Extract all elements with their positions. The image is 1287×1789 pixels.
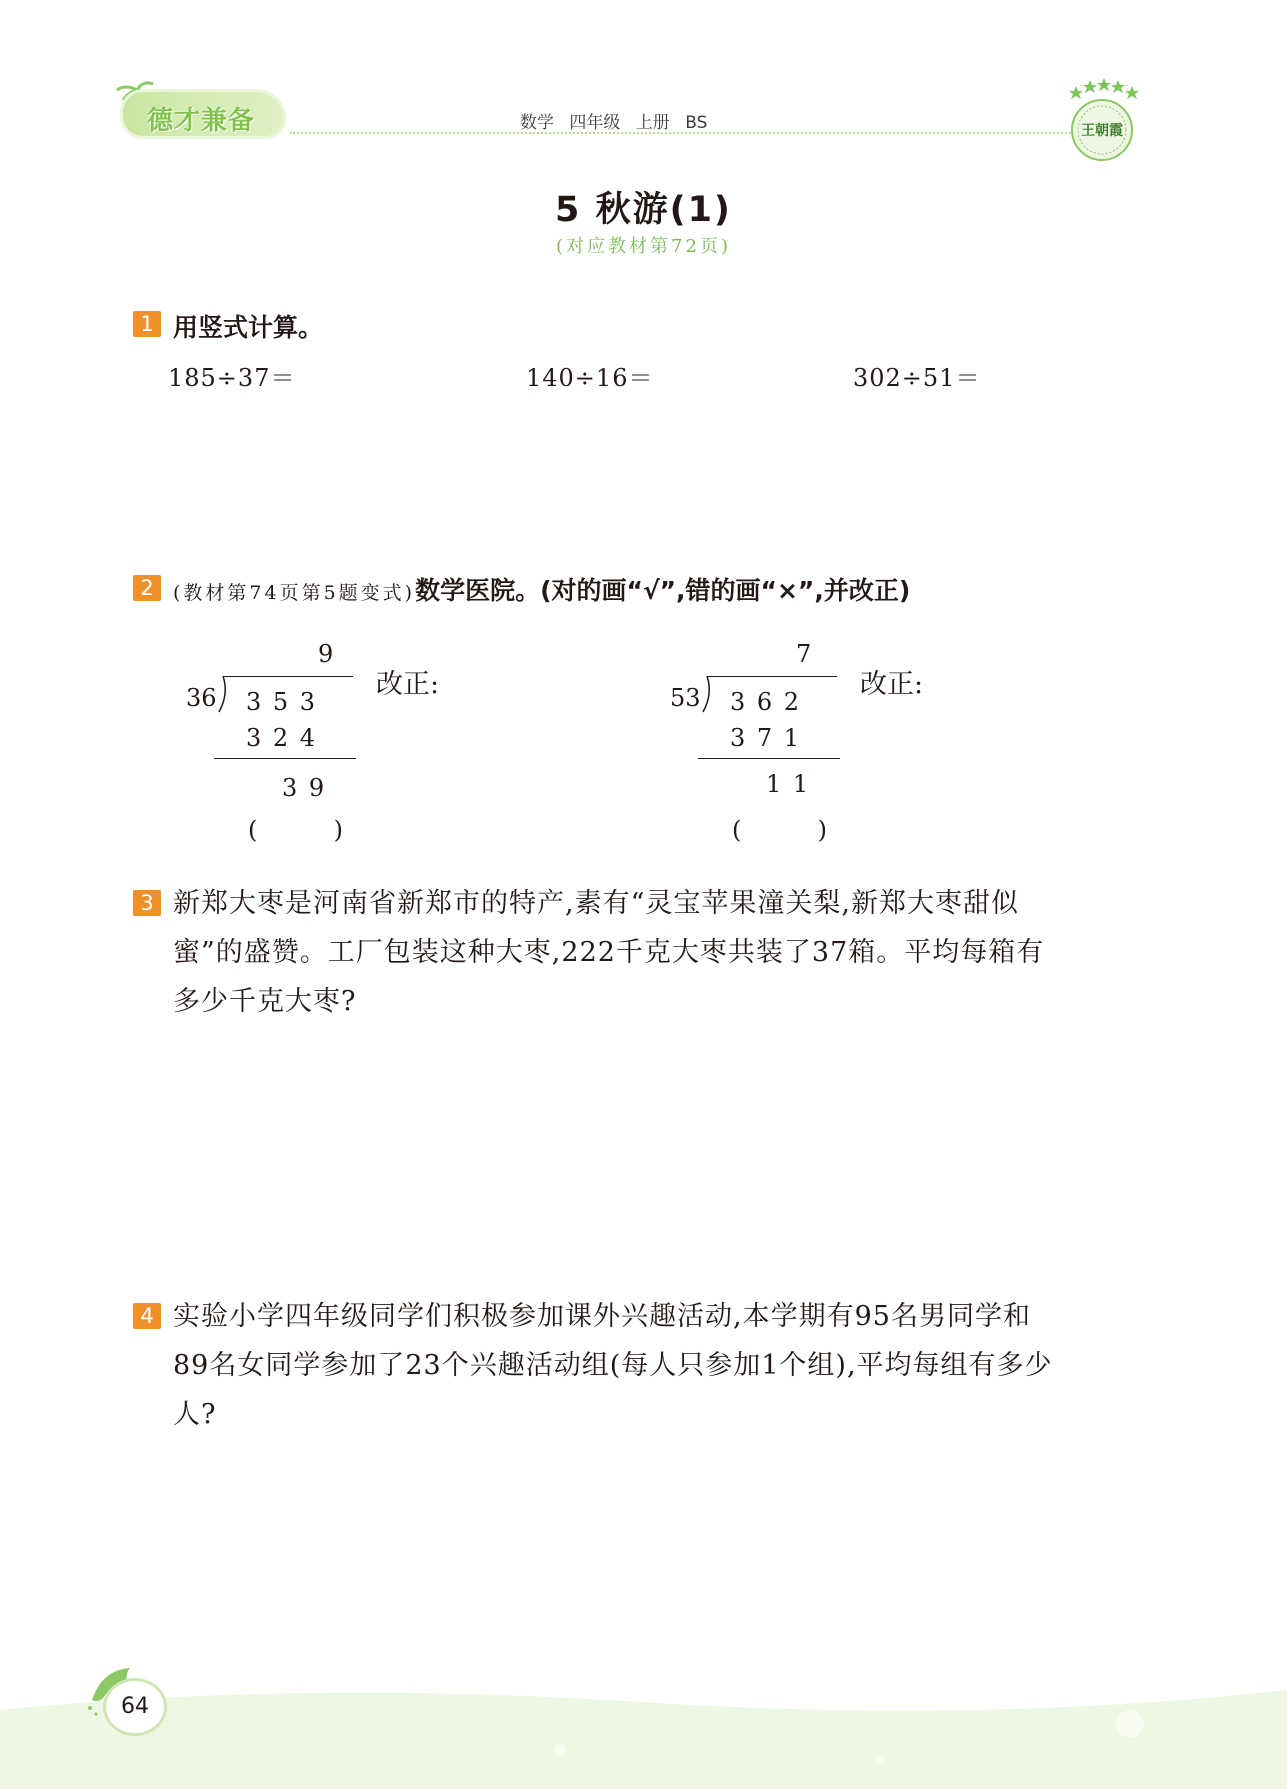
question-number-badge: 2 xyxy=(133,575,161,601)
question-line: 新郑大枣是河南省新郑市的特产,素有“灵宝苹果潼关梨,新郑大枣甜似 xyxy=(173,888,1019,919)
division-expression: 185÷37＝ xyxy=(168,364,296,392)
question-number-badge: 1 xyxy=(133,311,161,337)
question-heading-text: 数学医院。(对的画“√”,错的画“×”,并改正) xyxy=(415,576,911,605)
question-line: 多少千克大枣? xyxy=(173,986,357,1017)
question-text xyxy=(173,879,1173,1026)
division-bracket xyxy=(216,674,230,714)
subtraction-line xyxy=(214,758,356,759)
header-divider xyxy=(290,132,1130,134)
remainder: 3 9 xyxy=(282,774,325,802)
long-division-left xyxy=(180,640,380,860)
product-row: 3 7 1 xyxy=(730,724,800,752)
dividend: 3 6 2 xyxy=(730,688,800,716)
publisher-seal xyxy=(1060,78,1140,164)
subject-line: 数学 四年级 上册 BS xyxy=(520,113,708,133)
divisor: 36 xyxy=(186,684,217,712)
remainder: 1 1 xyxy=(766,770,809,798)
answer-parentheses[interactable]: ( ) xyxy=(248,816,344,844)
seal-text: 王朝霞 xyxy=(1081,123,1123,139)
quotient: 7 xyxy=(796,640,812,668)
answer-parentheses[interactable]: ( ) xyxy=(732,816,828,844)
page-number: 64 xyxy=(103,1678,167,1736)
textbook-reference: (对应教材第72页) xyxy=(556,236,731,257)
series-logo xyxy=(115,78,295,148)
correction-label: 改正: xyxy=(860,669,924,700)
product-row: 3 2 4 xyxy=(246,724,316,752)
division-expression: 302÷51＝ xyxy=(853,364,981,392)
question-source: (教材第74页第5题变式) xyxy=(173,582,416,604)
long-division-right xyxy=(664,640,864,860)
page-title: 5 秋游(1) xyxy=(555,190,732,230)
division-bar xyxy=(223,676,353,677)
divisor: 53 xyxy=(670,684,701,712)
dividend: 3 5 3 xyxy=(246,688,316,716)
correction-label: 改正: xyxy=(376,669,440,700)
division-bar xyxy=(707,676,837,677)
question-heading xyxy=(173,571,910,607)
logo-text: 德才兼备 xyxy=(147,106,256,136)
question-line: 蜜”的盛赞。工厂包装这种大枣,222千克大枣共装了37箱。平均每箱有 xyxy=(173,937,1045,968)
division-expression: 140÷16＝ xyxy=(526,364,654,392)
question-text xyxy=(173,1292,1173,1439)
question-line: 人? xyxy=(173,1399,217,1430)
footer-wave xyxy=(0,1680,1287,1789)
division-bracket xyxy=(700,674,714,714)
question-number-badge: 4 xyxy=(133,1303,161,1329)
question-line: 89名女同学参加了23个兴趣活动组(每人只参加1个组),平均每组有多少 xyxy=(173,1350,1053,1381)
quotient: 9 xyxy=(318,640,334,668)
question-line: 实验小学四年级同学们积极参加课外兴趣活动,本学期有95名男同学和 xyxy=(173,1301,1031,1332)
question-number-badge: 3 xyxy=(133,890,161,916)
question-heading: 用竖式计算。 xyxy=(173,313,324,342)
subtraction-line xyxy=(698,758,840,759)
